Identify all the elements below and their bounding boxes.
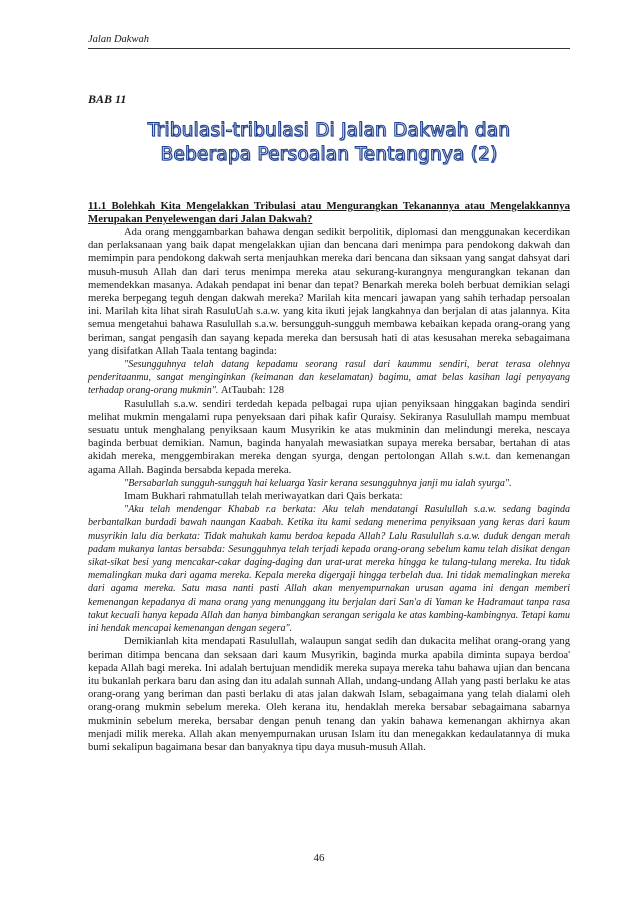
quote-3: "Aku telah mendengar Khabab r.a berkata: Aku telah mendatangi Rasulullah s.a.w. sedang baginda berbantalkan burdadi bawah naungan Kaabah. Ketika itu kami sedang menerima penyiksaan yang keras dari kaum musyrikin lalu dia berkata: Tidak mahukah kamu berdoa kepada Allah? Lalu Rasulullah s.a.w. duduk dengan merah padam mukanya lantas bersabda: Sesungguhnya telah terjadi kepada orang-orang sebelum kamu telah disikat dengan sikat-sikat besi yang mencakar-cakar daging-daging dan urat-urat mereka hingga ke tulang-tulang mereka. Itu tidak memalingkan muka dari agama mereka. Kepala mereka digergaji hingga terbelah dua. Ini tidak memalingkan mereka dari agama mereka. Satu masa nanti pasti Allah akan menyempurnakan urusan agama ini dengan memberi kemenangan kepadanya di mana orang yang menunggang itu berjalan dari San'a di Yaman ke Hadramaut tanpa rasa takut kecuali hanya kepada Allah dan hanya bimbangkan serangan serigala ke atas kambing-kambingnya. Tetapi kamu ini hendak mencapai kemenangan dengan segera". <box>88 504 570 635</box>
quote-1-text: "Sesungguhnya telah datang kepadamu seorang rasul dari kaummu sendiri, berat terasa olehnya penderitaanmu, sangat menginginkan (keimanan dan keselamatan) bagimu, amat belas kasihan lagi penyayang terhadap orang-orang mukmin". <box>88 359 570 397</box>
quote-1 <box>88 358 570 398</box>
paragraph-3: Imam Bukhari rahmatullah telah meriwayatkan dari Qais berkata: <box>124 491 403 503</box>
body-text <box>88 226 570 754</box>
quote-1-reference: AtTaubah: 128 <box>220 385 285 397</box>
section-heading-text: 11.1 Bolehkah Kita Mengelakkan Tribulasi atau Mengurangkan Tekanannya atau Mengelakkannya Merupakan Penyelewengan dari Jalan Dakwah? <box>88 200 570 225</box>
paragraph-4: Demikianlah kita mendapati Rasulullah, walaupun sangat sedih dan dukacita melihat orang-orang yang beriman ditimpa bencana dan seksaan dari kaum Musyrikin, baginda murka apabila diminta supaya berdoa' kepada Allah bagi mereka. Ini adalah bertujuan mendidik mereka supaya mereka tahu bahawa ujian dan bencana itu bukanlah perkara baru dan asing dan itu adalah sunnah Allah, undang-undang Allah yang pasti berlaku ke atas orang-orang yang beriman dan pasti berlaku di atas jalan dakwah Islam, sebagaimana yang telah dialami oleh orang-orang mukmin sebelum mereka. Oleh kerana itu, hendaklah mereka bersabar sebagaimana sabarnya mukminin sebelum mereka, bersabar dengan penuh tenang dan yakin bahawa kemenangan akhirnya akan menjadi milik mereka. Allah akan menyempurnakan urusan Islam itu dan menegakkan kedaulatannya di muka bumi sekalipun bagaimana besar dan banyaknya tipu daya musuh-musuh Allah. <box>88 636 570 753</box>
paragraph-2: Rasulullah s.a.w. sendiri terdedah kepada pelbagai rupa ujian penyiksaan hinggakan baginda sendiri melihat mukmin mengalami rupa penyeksaan dari pihak kafir Quraisy. Sekiranya Rasulullah mampu membuat sesuatu untuk menghalang penyiksaan kaum Musyrikin ke atas mukminin dan melindungi mereka, nescaya baginda berbuat demikian. Namun, baginda hanyalah mewasiatkan supaya mereka bersabar, bertahan di atas akidah mereka, menggembirakan mereka dengan syurga, dengan pertolongan Allah s.w.t. dan kemenangan agama Allah. Baginda bersabda kepada mereka. <box>88 398 570 476</box>
paragraph-1: Ada orang menggambarkan bahawa dengan sedikit berpolitik, diplomasi dan menggunakan kecerdikan dan perlaksanaan yang baik dapat mengelakkan ujian dan bencana dari menimpa para pendokong dakwah dan memimpin para pendokong dakwah serta menjauhkan mereka dari bencana dan siksaan yang sangat dahsyat dari musuh-musuh Allah dan dari terus menimpa mereka atau sekurang-kurangnya mengurangkan tekanan dan memendekkan masanya. Adakah pendapat ini benar dan tepat? Benarkah mereka boleh berbuat demikian selagi mereka berpegang teguh dengan dakwah mereka? Marilah kita mencari jawapan yang sahih terhadap persoalan ini. Marilah kita lihat sirah RasuluUah s.a.w. yang kita ikuti jejak langkahnya dan berjalan di atas jalannya. Kita semua mengetahui bahawa Rasulullah s.a.w. bersungguh-sungguh membawa kebaikan kepada orang-orang yang beriman, sangat pengasih dan sayang kepada mereka dan bersusah hati di atas kesusahan mereka sebagaimana yang disifatkan Allah Taala tentang baginda: <box>88 227 570 357</box>
quote-2: "Bersabarlah sungguh-sungguh hai keluarga Yasir kerana sesungguhnya janji mu ialah syurga". <box>124 477 512 489</box>
page-number: 46 <box>313 852 325 864</box>
running-title: Jalan Dakwah <box>88 34 149 45</box>
running-header <box>88 33 570 49</box>
chapter-title-line2: Beberapa Persoalan Tentangnya (2) <box>160 144 498 165</box>
chapter-title-line1: Tribulasi-tribulasi Di Jalan Dakwah dan <box>147 120 511 141</box>
chapter-label: BAB 11 <box>88 92 127 106</box>
chapter-title <box>88 119 570 167</box>
section-heading <box>88 200 570 226</box>
